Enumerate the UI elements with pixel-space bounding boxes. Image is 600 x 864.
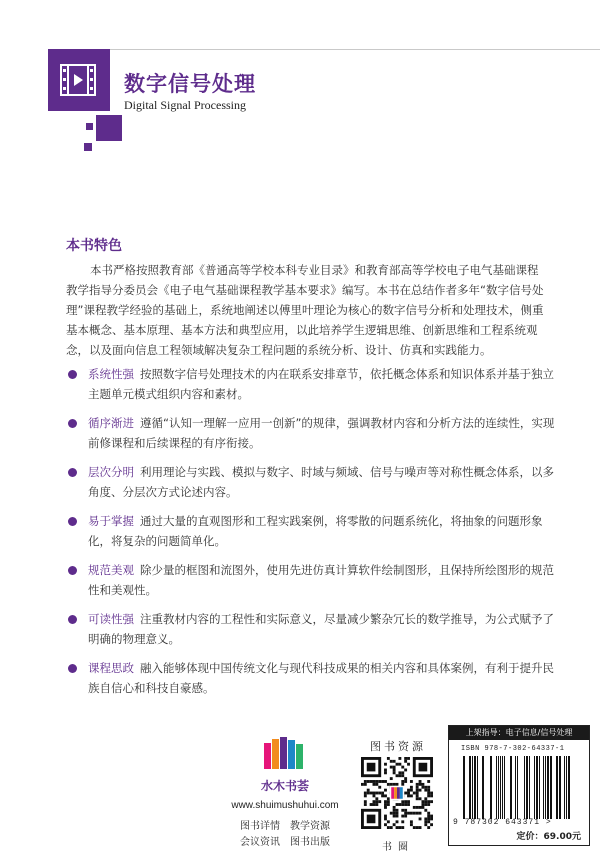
feature-text: 按照数字信号处理技术的内在联系安排章节，依托概念体系和知识体系并基于独立主题单元模式组织内容和素材。 xyxy=(88,367,554,401)
price: 定价：69.00元 xyxy=(516,832,581,842)
bullet-icon xyxy=(68,566,77,575)
feature-tag: 层次分明 xyxy=(88,465,134,479)
bullet-icon xyxy=(68,517,77,526)
qr-bottom-label: 书圈 xyxy=(382,842,414,853)
feature-tag: 易于掌握 xyxy=(88,514,134,528)
feature-tag: 可读性强 xyxy=(88,612,134,626)
feature-text: 遵循“认知一理解一应用一创新”的规律，强调教材内容和分析方法的连续性，实现前修课程和后续课程的有序衔接。 xyxy=(88,416,555,450)
publisher-links-row: 图书详情 教学资源 xyxy=(240,821,330,832)
film-icon xyxy=(60,64,96,96)
barcode-icon xyxy=(459,756,579,819)
feature-item xyxy=(66,364,556,404)
feature-tag: 规范美观 xyxy=(88,563,134,577)
publisher-name: 水木书荟 xyxy=(260,779,309,793)
feature-tag: 课程思政 xyxy=(88,661,134,675)
bullet-icon xyxy=(68,468,77,477)
feature-text: 利用理论与实践、模拟与数字、时域与频域、信号与噪声等对称性概念体系，以多角度、分层次方式论述内容。 xyxy=(88,465,554,499)
book-title: 数字信号处理 xyxy=(124,72,256,96)
feature-item xyxy=(66,413,556,453)
feature-item xyxy=(66,462,556,502)
publisher-logo-icon xyxy=(264,737,304,771)
publisher-links-row: 会议资讯 图书出版 xyxy=(240,837,330,848)
feature-item xyxy=(66,658,556,698)
qr-label: 图书资源 xyxy=(370,740,426,753)
book-title-english: Digital Signal Processing xyxy=(124,98,246,112)
bullet-icon xyxy=(68,664,77,673)
isbn-number: ISBN 978-7-302-64337-1 xyxy=(461,745,565,753)
barcode-digits: 9 787302 643371 > xyxy=(453,818,552,827)
features-heading: 本书特色 xyxy=(66,238,122,254)
feature-item xyxy=(66,560,556,600)
shelving-category: 上架指导：电子信息/信号处理 xyxy=(449,726,589,740)
bullet-icon xyxy=(68,615,77,624)
feature-text: 融入能够体现中国传统文化与现代科技成果的相关内容和具体案例，有利于提升民族自信心和科技自豪感。 xyxy=(88,661,554,695)
feature-text: 通过大量的直观图形和工程实践案例，将零散的问题系统化，将抽象的问题形象化，将复杂的问题简单化。 xyxy=(88,514,543,548)
logo-square-decoration xyxy=(86,123,93,130)
top-divider xyxy=(50,49,600,50)
feature-item xyxy=(66,511,556,551)
publisher-url[interactable]: www.shuimushuhui.com xyxy=(231,800,339,811)
bullet-icon xyxy=(68,370,77,379)
intro-paragraph: 本书严格按照教育部《普通高等学校本科专业目录》和教育部高等学校电子电气基础课程教学指导分委员会《电子电气基础课程教学基本要求》编写。本书在总结作者多年“数字信号处理”课程教学经验的基础上，系统地阐述以傅里叶理论为核心的数字信号分析和处理技术，侧重基本概念、基本原理、基本方法和典型应用，以此培养学生逻辑思维、创新思维和工程系统观念，以及面向信息工程领域解决复杂工程问题的系统分析、设计、仿真和实践能力。 xyxy=(66,263,544,357)
feature-text: 除少量的框图和流图外，使用先进仿真计算软件绘制图形，且保持所绘图形的规范性和美观性。 xyxy=(88,563,554,597)
isbn-box xyxy=(448,725,590,846)
feature-tag: 循序渐进 xyxy=(88,416,134,430)
feature-text: 注重教材内容的工程性和实际意义，尽量减少繁杂冗长的数学推导，为公式赋予了明确的物理意义。 xyxy=(88,612,554,646)
qr-code-icon[interactable] xyxy=(361,757,433,829)
logo-square-decoration xyxy=(84,143,92,151)
feature-item xyxy=(66,609,556,649)
feature-tag: 系统性强 xyxy=(88,367,134,381)
bullet-icon xyxy=(68,419,77,428)
logo-square-decoration xyxy=(96,115,122,141)
feature-list xyxy=(66,364,556,707)
